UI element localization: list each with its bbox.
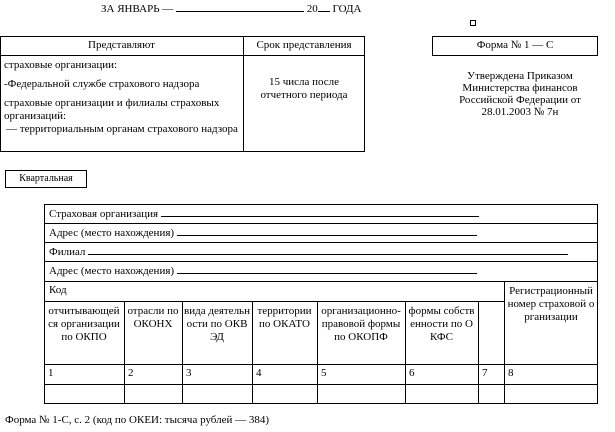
okonh-header: отрасли по ОКОНХ [127, 305, 179, 330]
branch-row [49, 245, 568, 258]
column-number: 2 [128, 367, 134, 379]
code-label: Код [49, 284, 67, 296]
okved-header: вида деятельности по ОКВЭД [184, 305, 250, 343]
branch-address-field[interactable] [177, 264, 477, 274]
org-address-label: Адрес (место нахождения) [49, 227, 175, 239]
submit-line: страховые организации и филиалы страховых организаций: [4, 97, 220, 122]
column-number: 6 [409, 367, 415, 379]
quarterly-label: Квартальная [5, 170, 87, 188]
submit-deadline: 15 числа после отчетного периода [260, 76, 348, 101]
period-header [101, 2, 361, 15]
okfs-header: формы собственности по ОКФС [408, 305, 475, 343]
col-divider [252, 301, 253, 404]
org-row-divider [44, 223, 598, 224]
col-divider [405, 301, 406, 404]
submit-line: -Федеральной службе страхового надзора [4, 78, 200, 90]
org-row-divider [44, 242, 598, 243]
column-number: 7 [482, 367, 488, 379]
submit-col1-header: Представляют [88, 39, 155, 51]
year-suffix: ГОДА [332, 3, 362, 15]
reg-number-header: Регистрационный номер страховой организации [507, 285, 595, 323]
month-blank[interactable] [176, 2, 304, 12]
org-name-field[interactable] [161, 207, 479, 217]
submit-col2-header: Срок представления [256, 39, 352, 51]
okpo-header: отчитывающейся организации по ОКПО [48, 305, 120, 343]
value-row-divider [44, 384, 598, 385]
year-prefix: 20 [306, 3, 318, 15]
submit-table-divider [0, 55, 365, 56]
okato-header: территории по ОКАТО [257, 305, 312, 330]
column-number: 5 [321, 367, 327, 379]
checkbox-marker[interactable] [470, 20, 476, 26]
branch-field[interactable] [88, 245, 568, 255]
submit-line: — территориальным органам страхового надзора [6, 123, 238, 135]
column-number: 3 [186, 367, 192, 379]
footer-note: Форма № 1-С, с. 2 (код по ОКЕИ: тысяча рублей — 384) [5, 414, 270, 426]
branch-label: Филиал [49, 246, 86, 258]
period-prefix: ЗА ЯНВАРЬ — [101, 3, 174, 15]
form-number-box: Форма № 1 — С [432, 36, 598, 56]
year-blank[interactable] [318, 2, 330, 12]
org-name-label: Страховая организация [49, 208, 159, 220]
column-number: 1 [48, 367, 54, 379]
submit-line: страховые организации: [4, 59, 118, 71]
submit-col1-body [4, 59, 240, 136]
col-divider [182, 301, 183, 404]
column-number-divider [44, 364, 598, 365]
org-address-row [49, 226, 477, 239]
submit-table-col-divider [243, 36, 244, 152]
col-divider [478, 301, 479, 404]
col-divider [317, 301, 318, 404]
org-address-field[interactable] [177, 226, 477, 236]
branch-address-row [49, 264, 477, 277]
col-divider [124, 301, 125, 404]
code-header-divider [44, 301, 504, 302]
column-number: 4 [256, 367, 262, 379]
col-divider [504, 281, 505, 404]
column-number: 8 [508, 367, 514, 379]
approval-text: Утверждена Приказом Министерства финансов Российской Федерации от 28.01.2003 № 7н [459, 70, 581, 118]
org-row-divider [44, 261, 598, 262]
org-name-row [49, 207, 479, 220]
branch-address-label: Адрес (место нахождения) [49, 265, 175, 277]
org-row-divider [44, 281, 598, 282]
okopf-header: организационно-правовой формы по ОКОПФ [321, 305, 401, 343]
